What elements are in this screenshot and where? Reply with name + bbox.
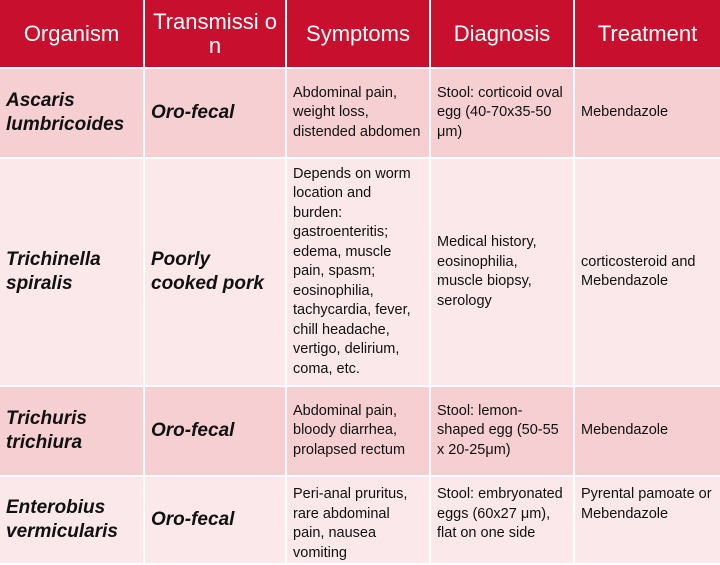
treatment-text: Pyrental pamoate or Mebendazole — [581, 486, 712, 522]
organism-name: Trichinella spiralis — [6, 249, 101, 294]
transmission-route: Oro-fecal — [151, 420, 235, 441]
organism-name: Ascaris lumbricoides — [6, 90, 125, 135]
header-transmission-label: Transmissi on — [153, 8, 277, 58]
diagnosis-cell — [430, 68, 574, 158]
treatment-cell — [574, 158, 720, 386]
symptoms-text: Abdominal pain, bloody diarrhea, prolapsed rectum — [293, 402, 406, 458]
symptoms-text: Abdominal pain, weight loss, distended abdomen — [293, 84, 421, 140]
symptoms-cell — [286, 476, 430, 564]
organism-cell — [0, 68, 144, 158]
diagnosis-cell — [430, 158, 574, 386]
diagnosis-cell — [430, 386, 574, 476]
organism-cell — [0, 386, 144, 476]
symptoms-text: Depends on worm location and burden: gastroenteritis; edema, muscle pain, spasm; eosinophilia, tachycardia, fever, chill headache, vertigo, delirium, coma, etc. — [293, 165, 411, 377]
header-organism: Organism — [0, 0, 144, 68]
organism-name: Trichuris trichiura — [6, 408, 87, 453]
header-symptoms: Symptoms — [286, 0, 430, 68]
header-transmission — [144, 0, 286, 68]
transmission-route: Oro-fecal — [151, 102, 235, 123]
table-row — [0, 68, 720, 158]
symptoms-cell — [286, 68, 430, 158]
header-diagnosis: Diagnosis — [430, 0, 574, 68]
table-row — [0, 158, 720, 386]
diagnosis-text: Medical history, eosinophilia, muscle biopsy, serology — [437, 234, 537, 309]
header-treatment: Treatment — [574, 0, 720, 68]
table-row — [0, 476, 720, 564]
transmission-cell — [144, 158, 286, 386]
table-row — [0, 386, 720, 476]
organism-name: Enterobius vermicularis — [6, 497, 118, 542]
diagnosis-text: Stool: lemon-shaped egg (50-55 x 20-25μm) — [437, 402, 559, 458]
organism-cell — [0, 158, 144, 386]
symptoms-cell — [286, 158, 430, 386]
diagnosis-cell — [430, 476, 574, 564]
header-row — [0, 0, 720, 68]
treatment-cell — [574, 386, 720, 476]
transmission-cell — [144, 476, 286, 564]
diagnosis-text: Stool: corticoid oval egg (40-70x35-50 μm) — [437, 84, 563, 140]
organism-cell — [0, 476, 144, 564]
treatment-cell — [574, 476, 720, 564]
transmission-route: Poorly cooked pork — [151, 249, 264, 294]
symptoms-text: Peri-anal pruritus, rare abdominal pain, nausea vomiting — [293, 486, 408, 561]
treatment-text: corticosteroid and Mebendazole — [581, 253, 696, 289]
transmission-cell — [144, 386, 286, 476]
treatment-text: Mebendazole — [581, 422, 669, 439]
transmission-cell — [144, 68, 286, 158]
symptoms-cell — [286, 386, 430, 476]
transmission-route: Oro-fecal — [151, 509, 235, 530]
treatment-text: Mebendazole — [581, 104, 669, 121]
diagnosis-text: Stool: embryonated eggs (60x27 μm), flat on one side — [437, 486, 563, 541]
treatment-cell — [574, 68, 720, 158]
